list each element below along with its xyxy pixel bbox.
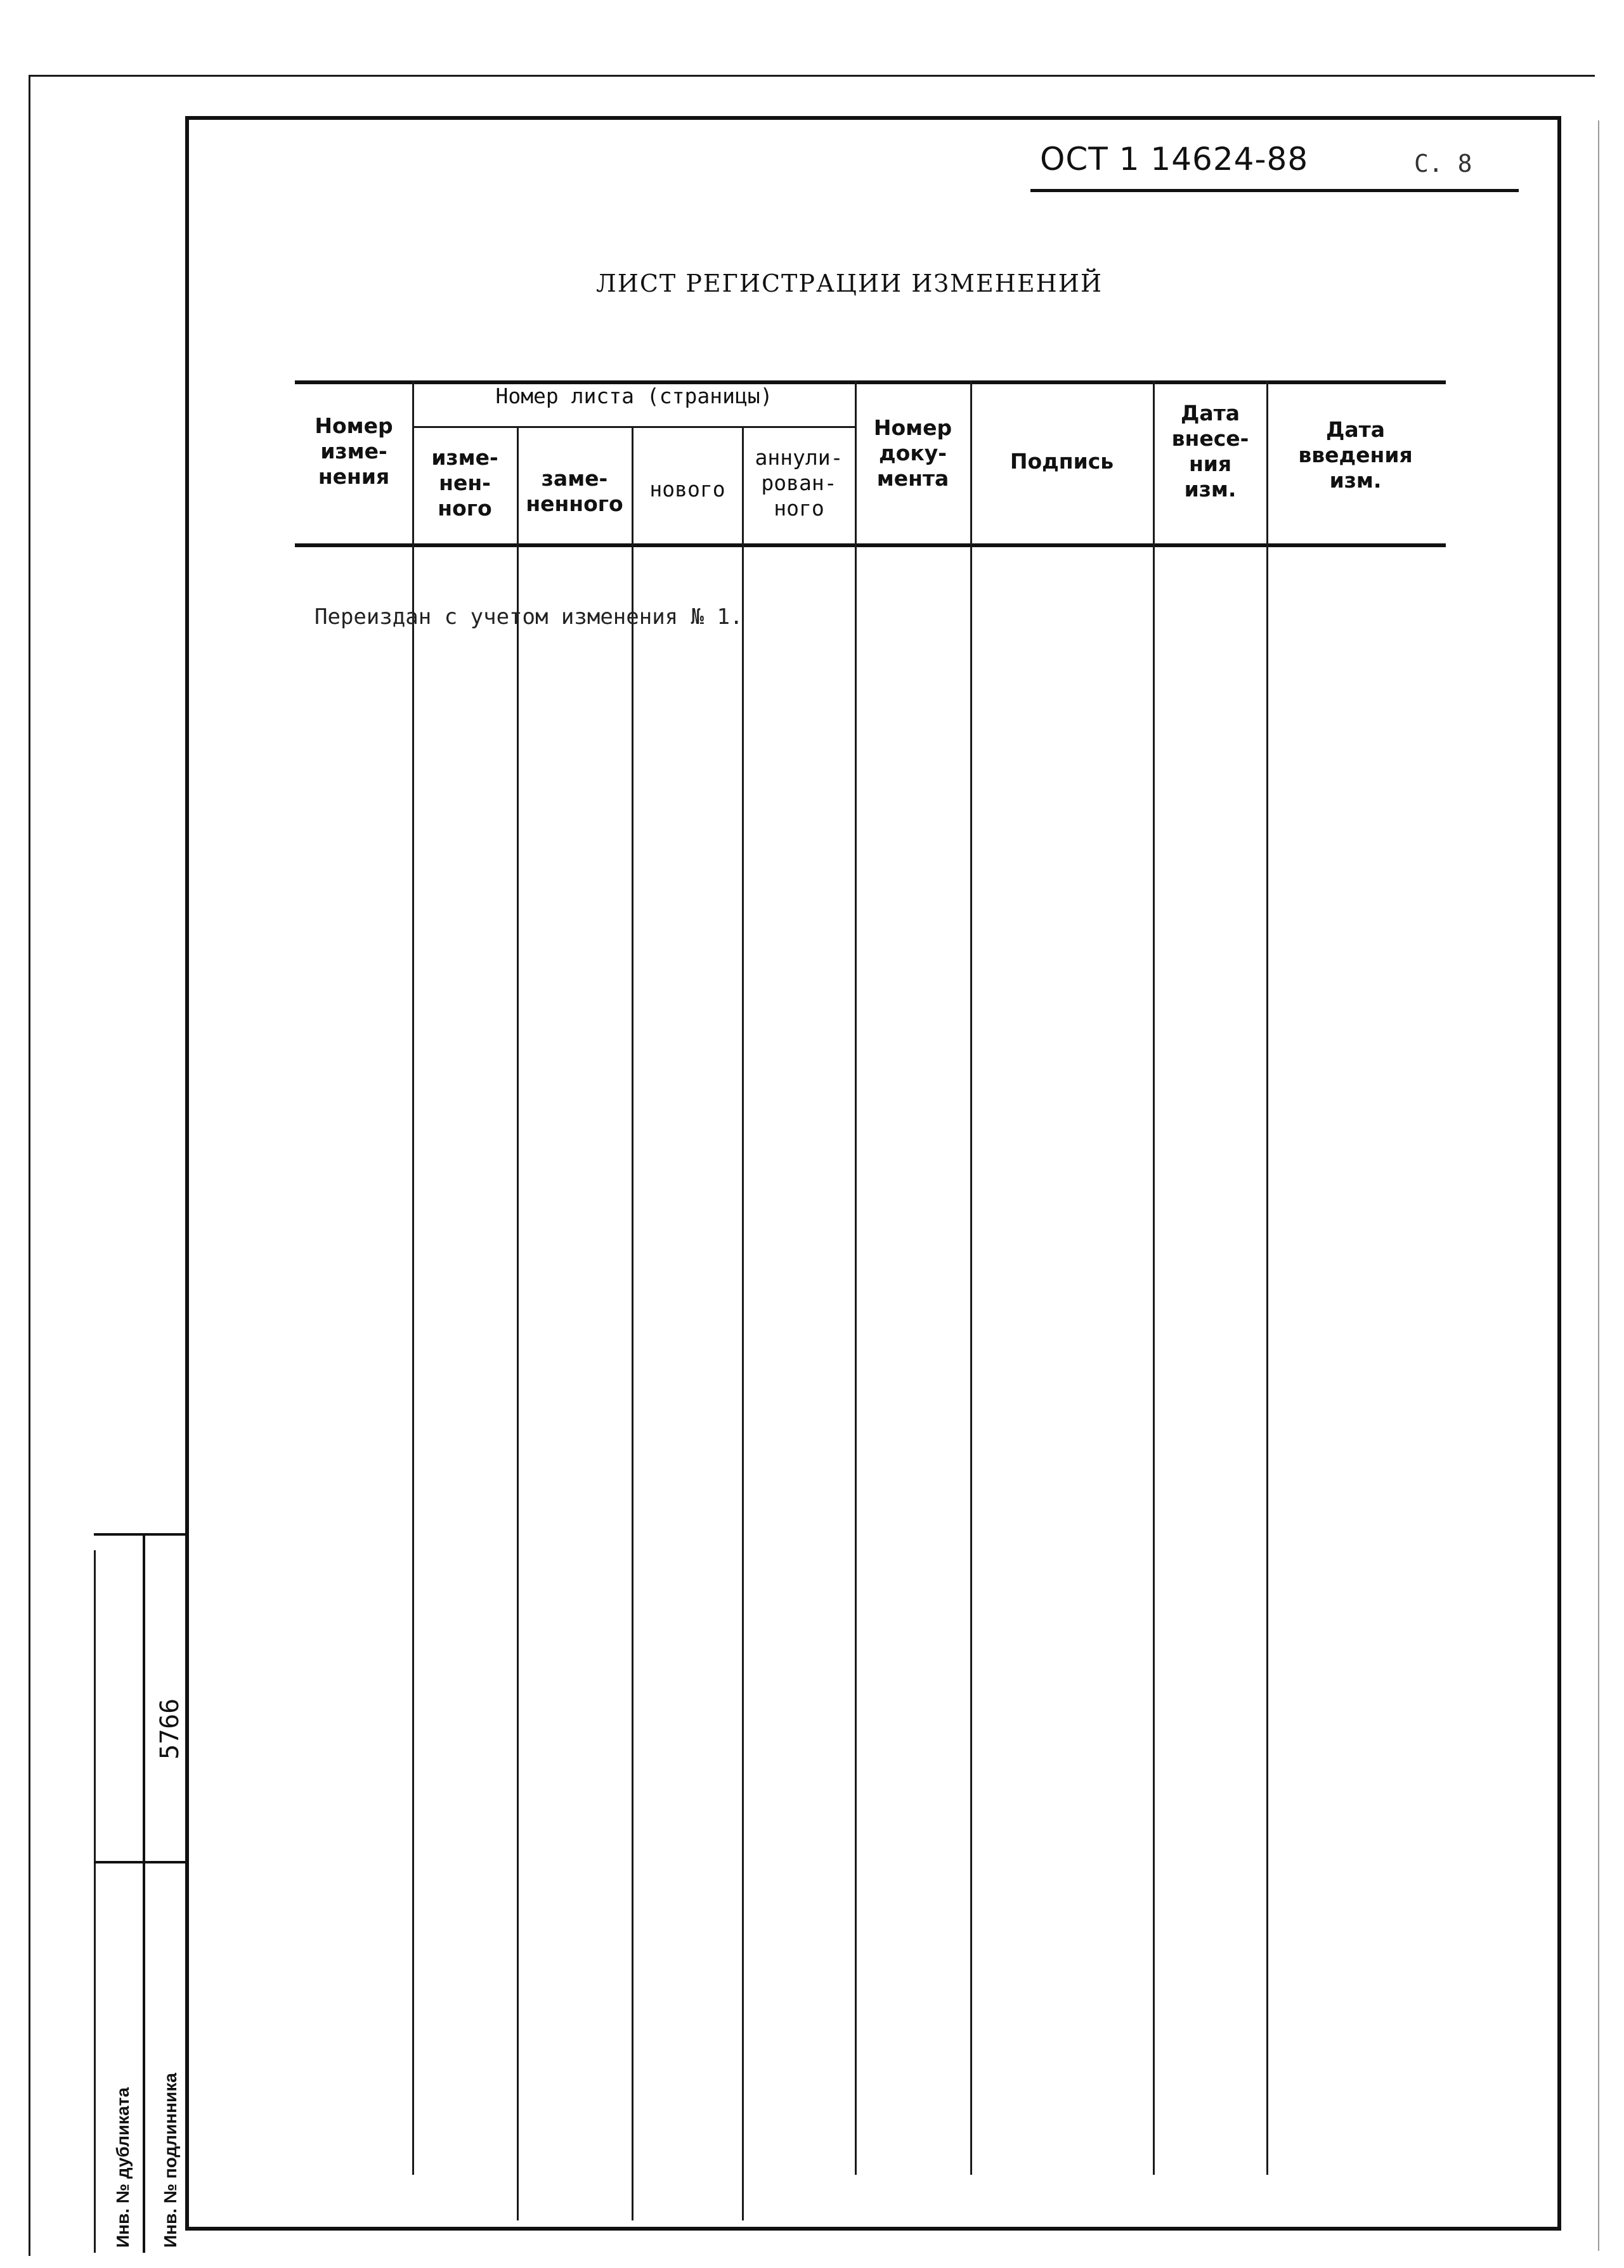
header-cancelled: аннули- рован- ного xyxy=(755,445,843,521)
side-block-middle xyxy=(94,1861,186,1863)
column-divider xyxy=(742,426,744,2220)
sheet-title: ЛИСТ РЕГИСТРАЦИИ ИЗМЕНЕНИЙ xyxy=(596,269,1103,297)
header-document-number: Номер доку- мента xyxy=(873,415,952,491)
frame-right xyxy=(1557,116,1561,2231)
header-new: нового xyxy=(649,477,725,502)
column-divider xyxy=(970,380,972,2175)
frame-top xyxy=(185,116,1561,120)
original-inventory-label: Инв. № подлинника xyxy=(160,2073,180,2248)
column-divider xyxy=(1266,380,1268,2175)
header-date-introduced: Дата введения изм. xyxy=(1298,417,1413,493)
reissue-note: Переиздан с учетом изменения № 1. xyxy=(315,604,743,630)
table-header-rule xyxy=(295,543,1446,547)
right-scan-edge xyxy=(1598,120,1599,2251)
top-sheet-border xyxy=(29,75,1595,77)
header-changed: изме- нен- ного xyxy=(431,445,498,521)
left-sheet-border xyxy=(29,75,30,2256)
header-replaced: заме- ненного xyxy=(526,466,623,516)
group-header-sheet-number: Номер листа (страницы) xyxy=(495,384,773,408)
side-block-top xyxy=(94,1533,186,1536)
inventory-number: 5766 xyxy=(155,1698,185,1759)
header-date-entered: Дата внесе- ния изм. xyxy=(1171,401,1249,502)
side-block-left xyxy=(94,1550,96,2253)
frame-left xyxy=(185,116,189,2231)
doc-code-underline xyxy=(1030,189,1519,192)
column-divider xyxy=(855,380,857,2175)
column-divider xyxy=(1153,380,1155,2175)
group-header-rule xyxy=(412,426,856,428)
column-divider xyxy=(412,380,414,2175)
duplicate-inventory-label: Инв. № дубликата xyxy=(113,2087,133,2248)
page-number: С. 8 xyxy=(1414,150,1472,178)
side-block-divider xyxy=(143,1533,145,2253)
column-divider xyxy=(517,426,519,2220)
column-divider xyxy=(632,426,633,2220)
header-signature: Подпись xyxy=(1010,449,1114,474)
document-code: ОСТ 1 14624-88 xyxy=(1040,141,1309,178)
header-change-number: Номер изме- нения xyxy=(315,413,393,489)
frame-bottom xyxy=(185,2227,1561,2231)
